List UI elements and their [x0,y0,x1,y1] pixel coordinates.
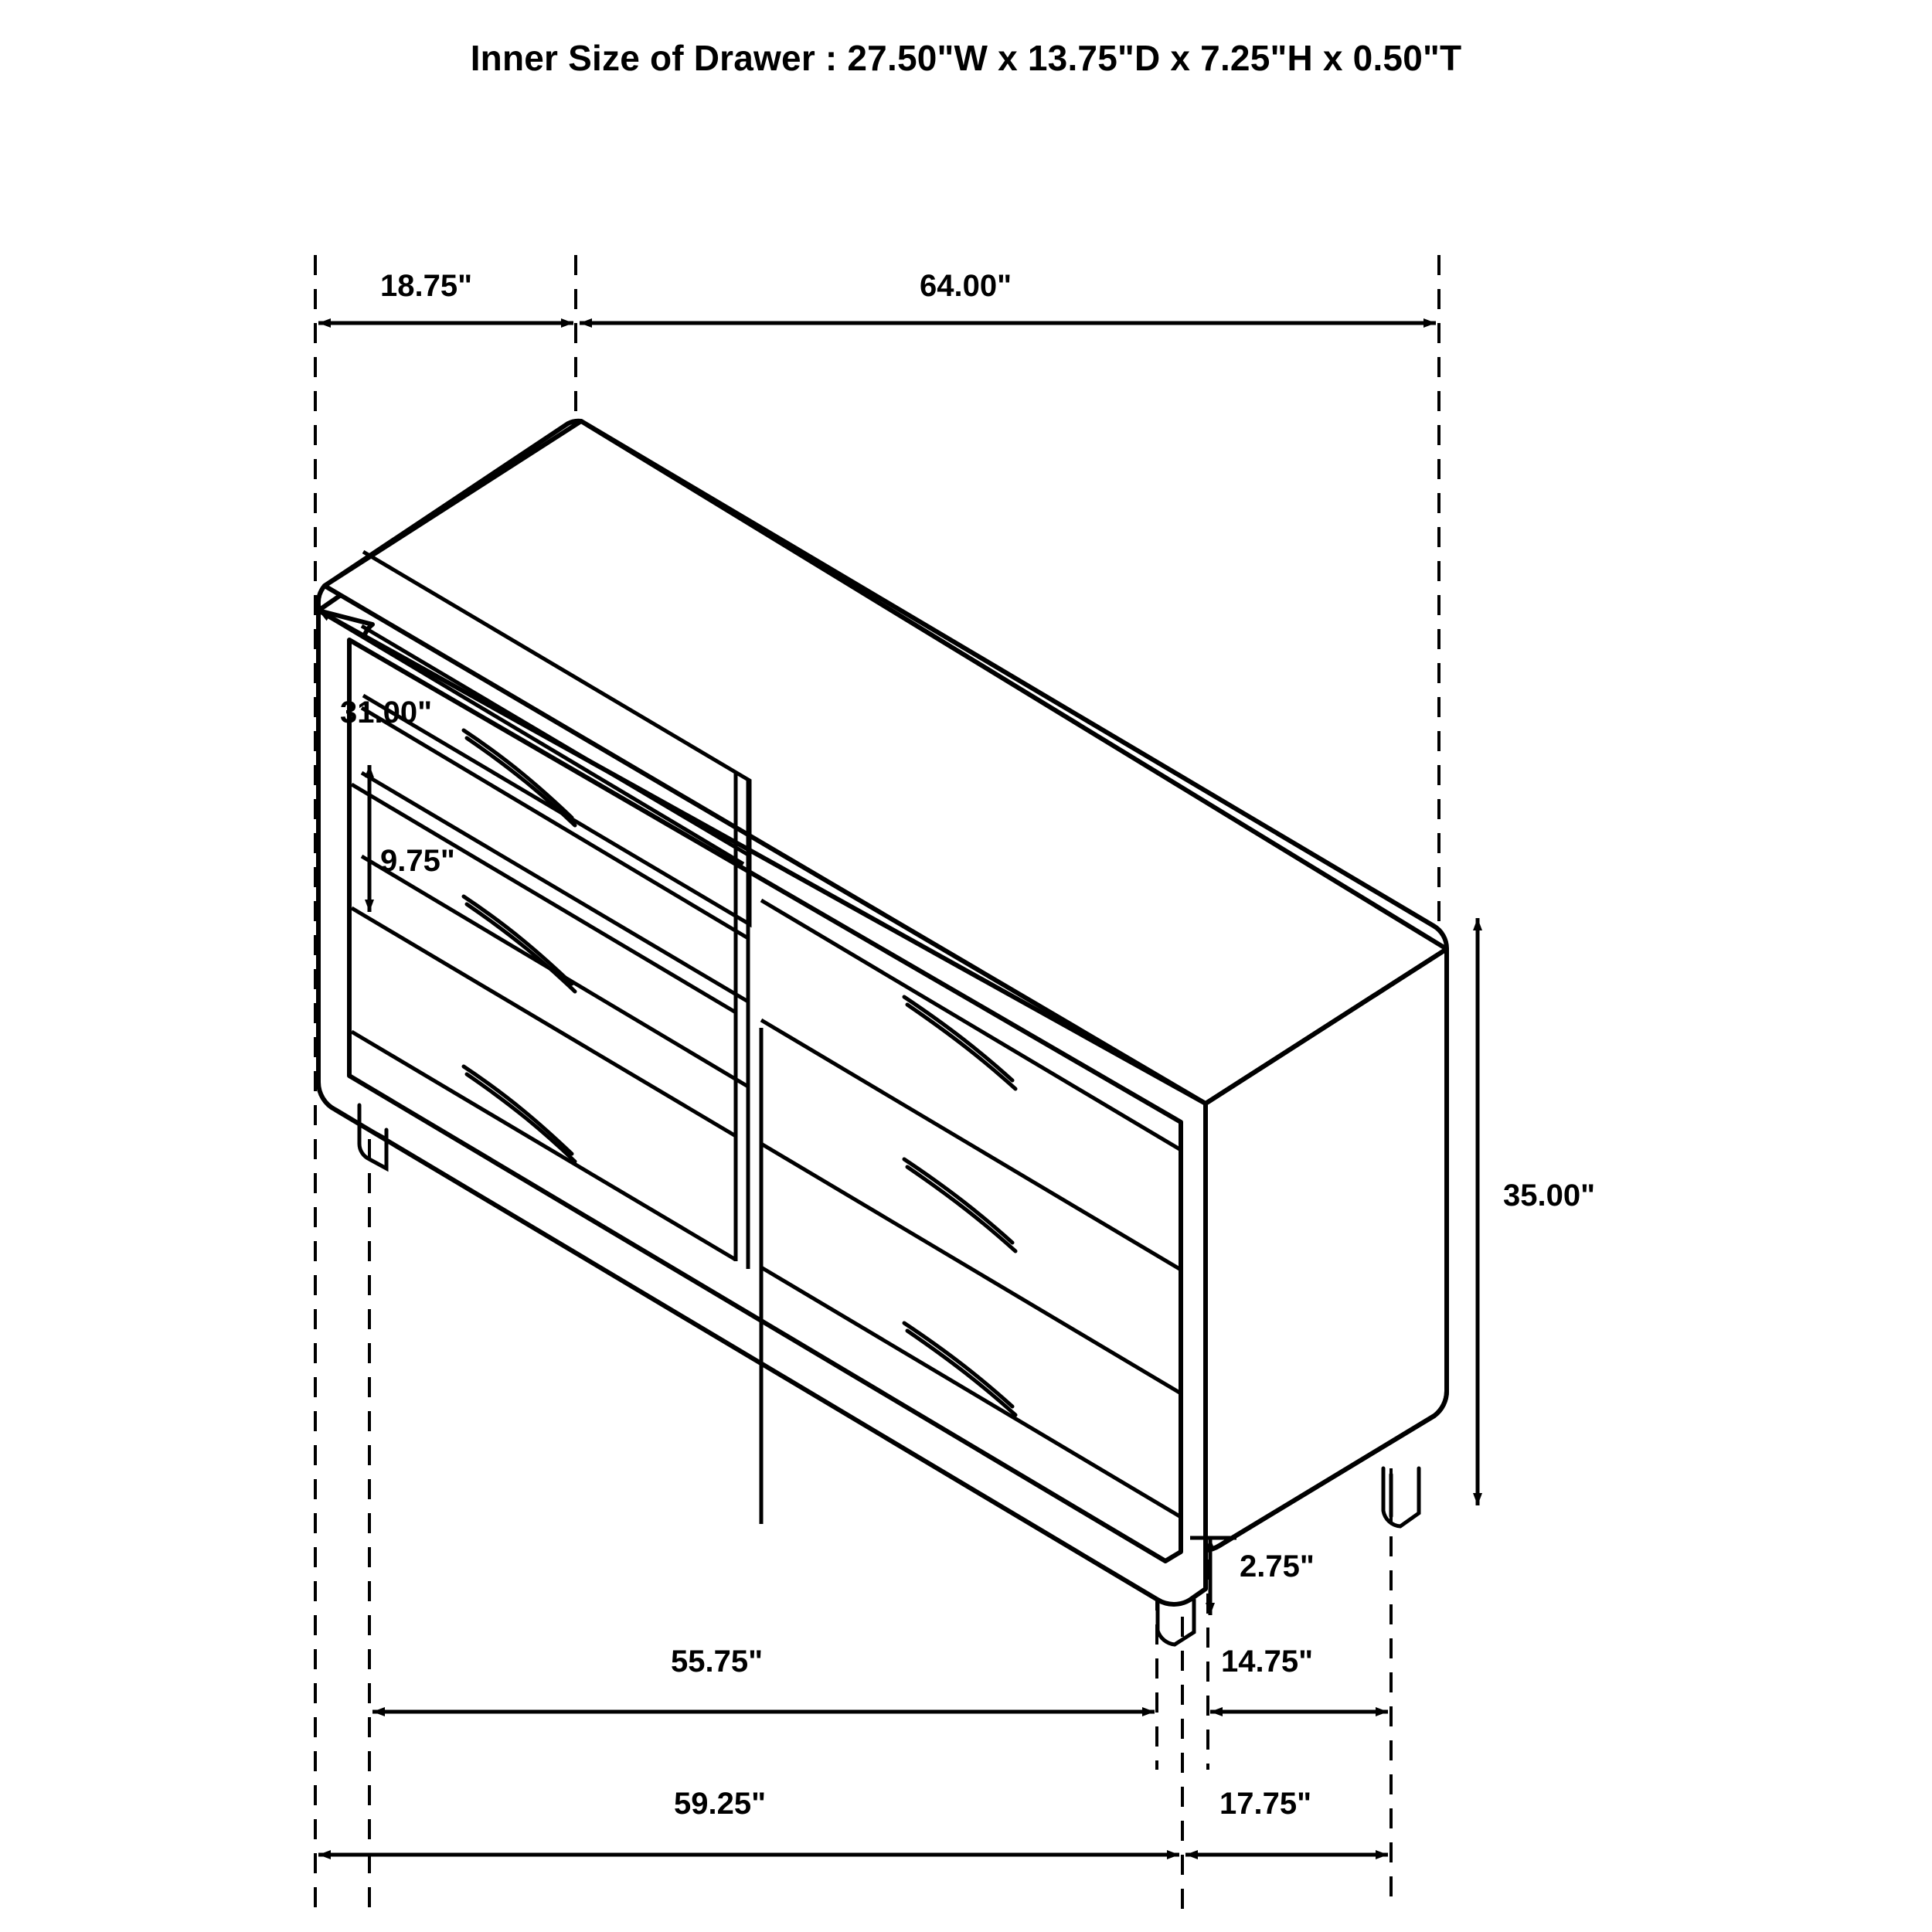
dim-label-front-lower-a: 55.75" [671,1645,764,1679]
dim-label-overall-height: 35.00" [1503,1179,1596,1213]
dim-label-front-lower-b: 14.75" [1221,1645,1314,1679]
dim-label-leg-height: 2.75" [1240,1549,1315,1583]
dresser-body [318,421,1447,1604]
page-title: Inner Size of Drawer : 27.50"W x 13.75"D x 7.25"H x 0.50"T [470,38,1462,78]
dim-label-base-lower-b: 17.75" [1219,1787,1312,1821]
dim-label-width-top: 64.00" [920,269,1012,303]
dim-label-drawer-height: 9.75" [380,844,455,878]
dim-label-base-lower-a: 59.25" [674,1787,767,1821]
dim-label-depth-top: 18.75" [380,269,473,303]
dim-label-drawer-width: 31.00" [340,696,433,730]
